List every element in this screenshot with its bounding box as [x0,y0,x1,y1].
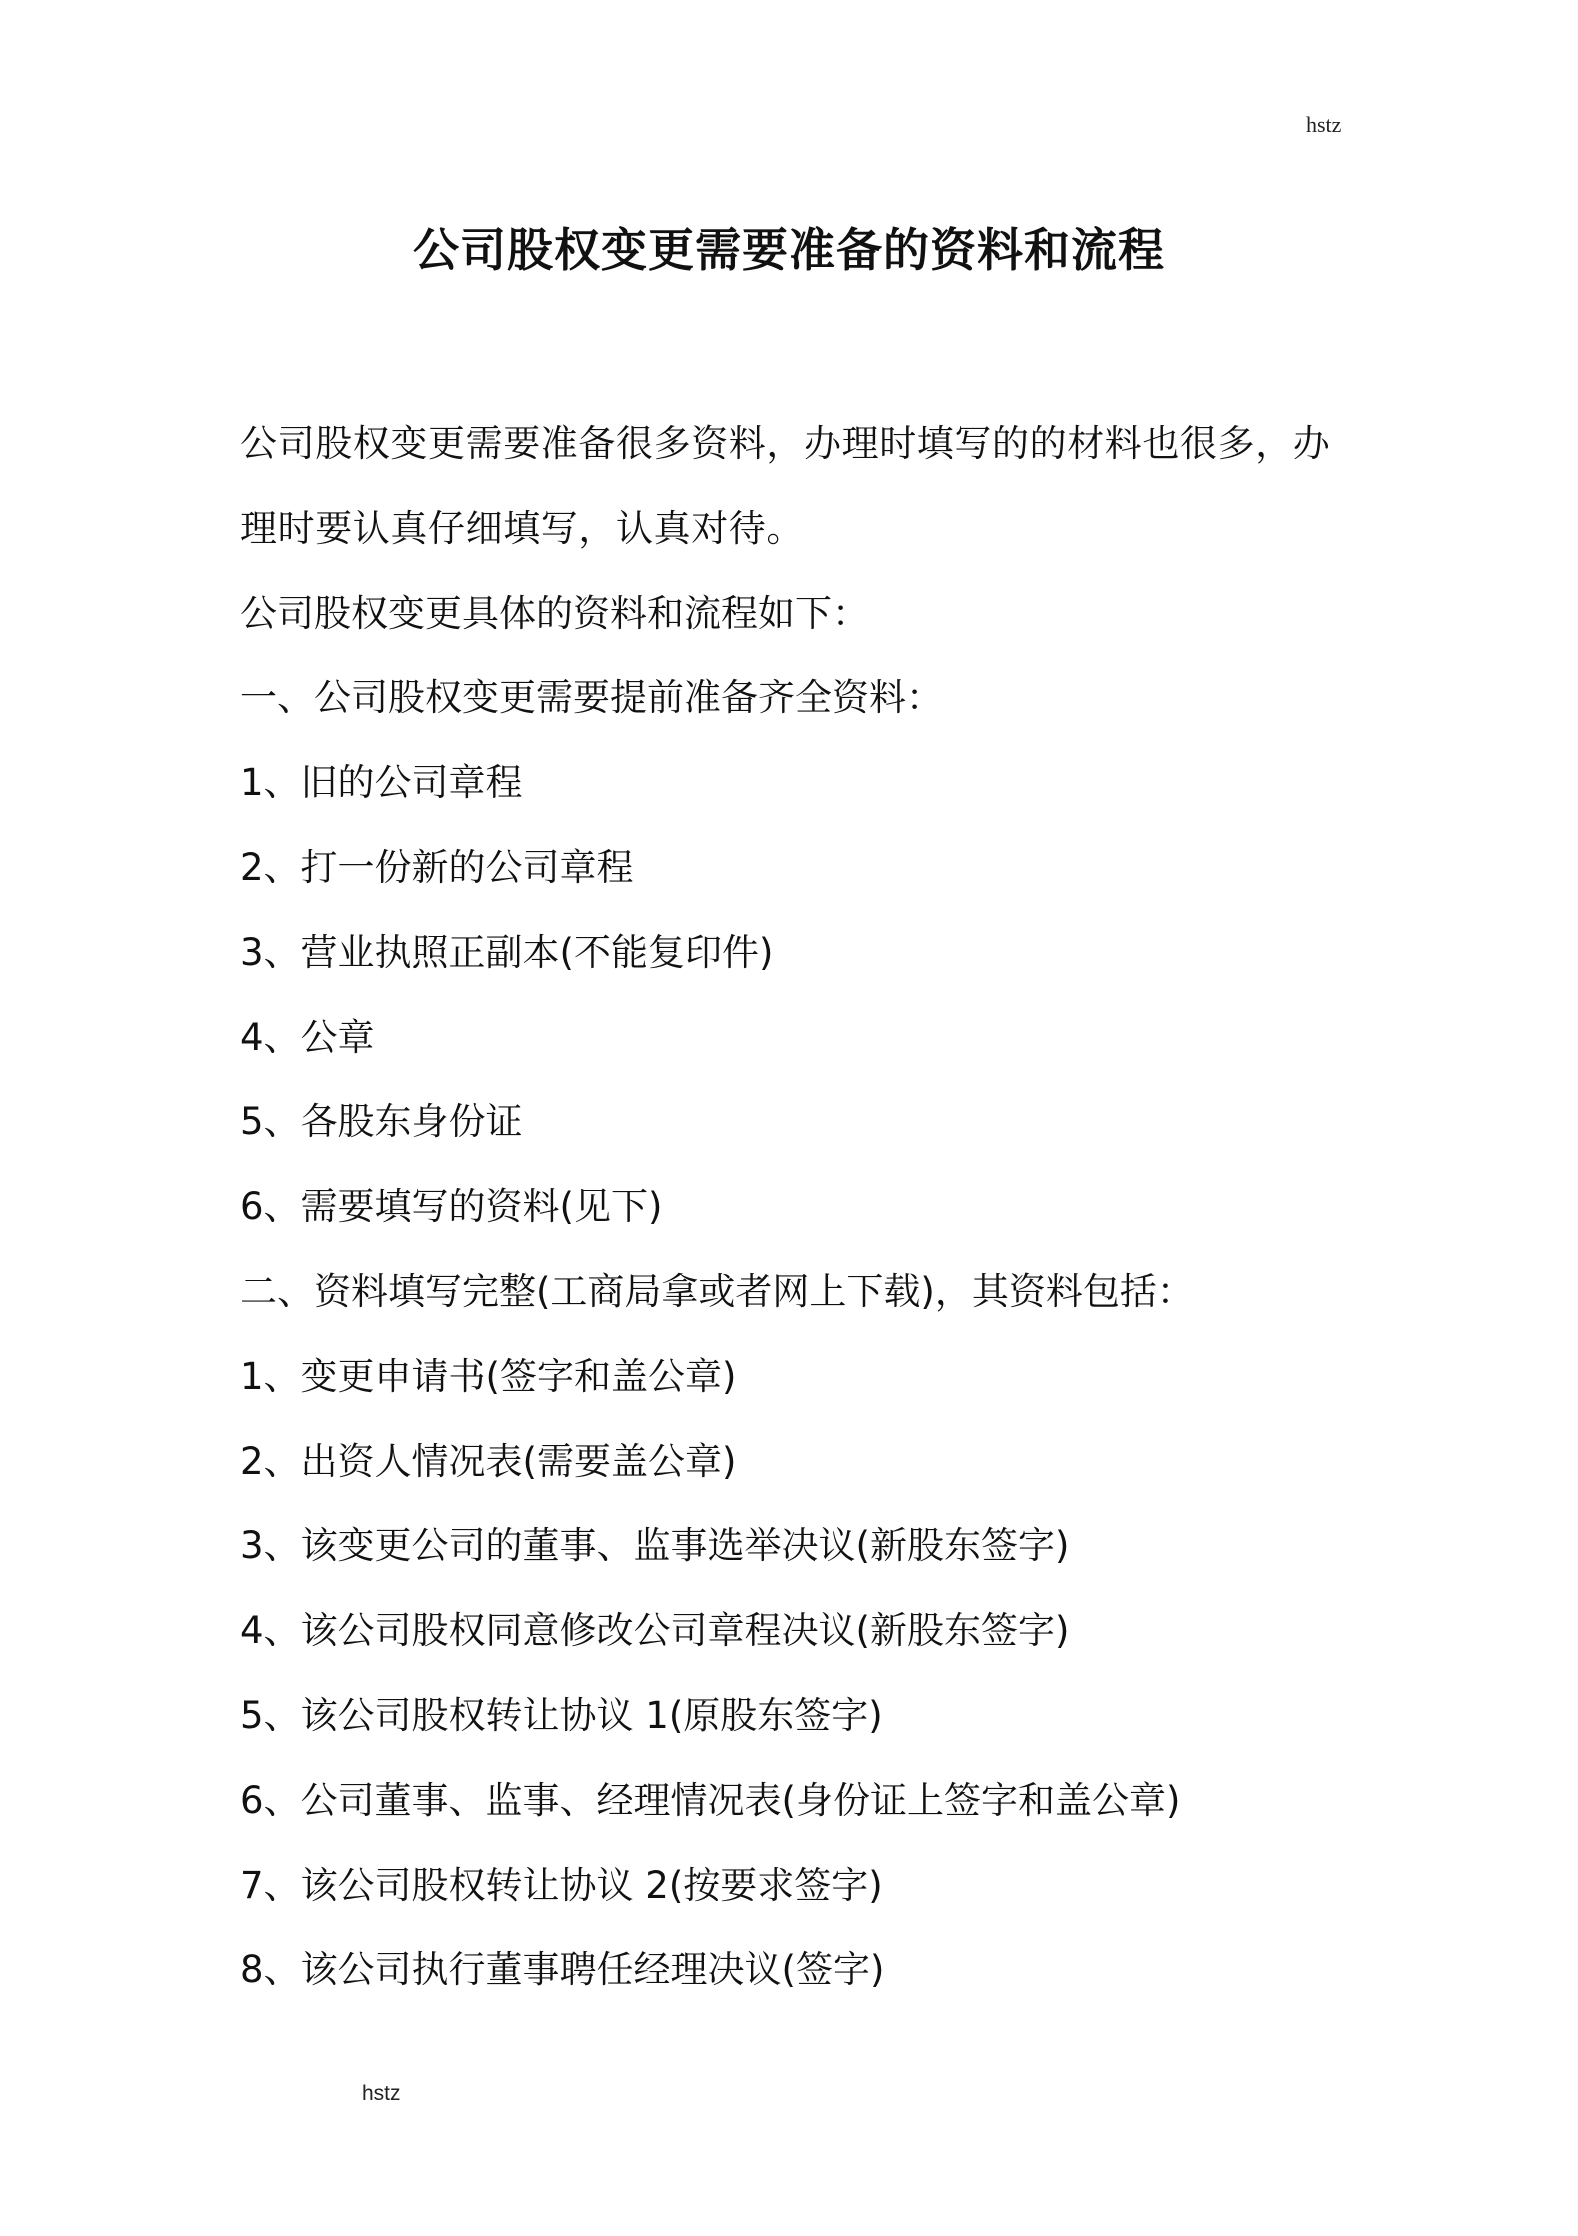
section-1-heading: 一、公司股权变更需要提前准备齐全资料： [240,676,943,720]
document-title: 公司股权变更需要准备的资料和流程 [413,223,1165,277]
section-1-item: 2、打一份新的公司章程 [240,845,634,889]
section-2-item: 2、出资人情况表(需要盖公章) [240,1439,737,1483]
section-1-item: 5、各股东身份证 [240,1100,523,1144]
document-body [240,402,1340,2013]
section-2-item: 4、该公司股权同意修改公司章程决议(新股东签字) [240,1609,1070,1653]
section-2-item: 5、该公司股权转让协议 1(原股东签字) [240,1693,883,1737]
intro-line-2: 理时要认真仔细填写，认真对待。 [240,506,804,550]
section-2-item: 8、该公司执行董事聘任经理决议(签字) [240,1948,885,1992]
section-2-item: 1、变更申请书(签字和盖公章) [240,1354,737,1398]
section-1-item: 4、公章 [240,1015,375,1059]
lead-paragraph: 公司股权变更具体的资料和流程如下： [240,591,869,635]
section-2-item: 7、该公司股权转让协议 2(按要求签字) [240,1863,883,1907]
section-1-item: 1、旧的公司章程 [240,761,523,805]
header-mark: hstz [1306,112,1342,137]
section-1-item: 6、需要填写的资料(见下) [240,1185,663,1229]
section-2-heading: 二、资料填写完整(工商局拿或者网上下载)，其资料包括： [240,1269,1194,1313]
section-2-item: 6、公司董事、监事、经理情况表(身份证上签字和盖公章) [240,1778,1181,1822]
section-1-item: 3、营业执照正副本(不能复印件) [240,930,774,974]
intro-line-1: 公司股权变更需要准备很多资料，办理时填写的的材料也很多，办 [240,422,1331,465]
footer-mark: hstz [362,2082,401,2105]
section-2-item: 3、该变更公司的董事、监事选举决议(新股东签字) [240,1524,1070,1568]
